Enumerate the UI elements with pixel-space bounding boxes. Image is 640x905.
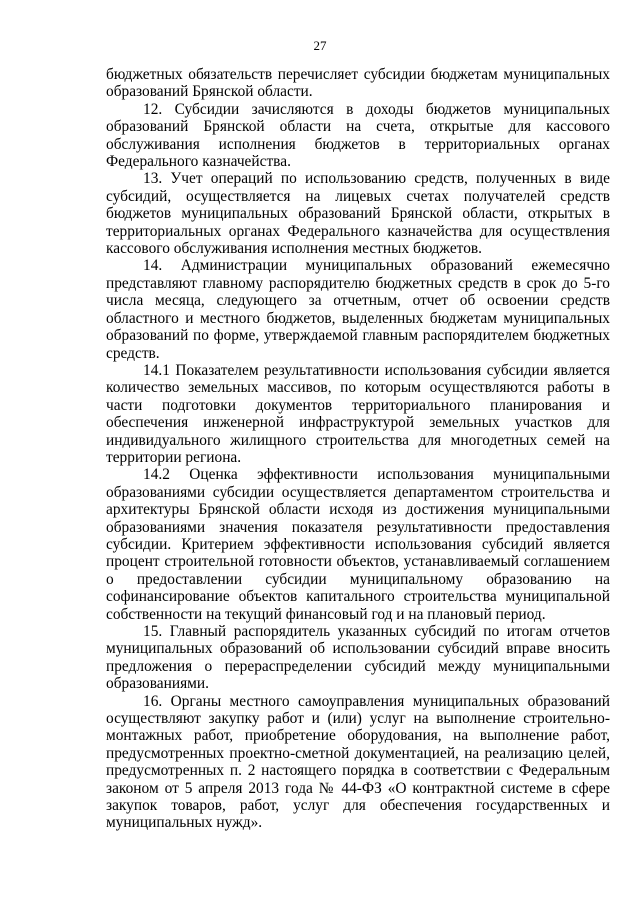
document-body <box>106 66 610 832</box>
paragraph-14-1: 14.1 Показателем результативности использования субсидии является количество земельных массивов, по которым осуществляются работы в части подготовки документов территориального планирования и обеспечения инженерной инфраструктурой земельных участков для индивидуального жилищного строительства для многодетных семей на территории региона. <box>106 361 610 466</box>
page-number: 27 <box>313 38 327 53</box>
paragraph-14-2: 14.2 Оценка эффективности использования муниципальными образованиями субсидии осуществляется департаментом строительства и архитектуры Брянской области исходя из достижения муниципальными образованиями значения показателя результативности предоставления субсидии. Критерием эффективности использования субсидий является процент строительной готовности объектов, устанавливаемый соглашением о предоставлении субсидии муниципальному образованию на софинансирование объектов капитального строительства муниципальной собственности на текущий финансовый год и на плановый период. <box>106 466 610 623</box>
paragraph-15: 15. Главный распорядитель указанных субсидий по итогам отчетов муниципальных образований об использовании субсидий вправе вносить предложения о перераспределении субсидий между муниципальными образованиями. <box>106 623 610 693</box>
paragraph-16: 16. Органы местного самоуправления муниципальных образований осуществляют закупку работ и (или) услуг на выполнение строительно-монтажных работ, приобретение оборудования, на выполнение работ, предусмотренных проектно-сметной документацией, на реализацию целей, предусмотренных п. 2 настоящего порядка в соответствии с Федеральным законом от 5 апреля 2013 года № 44-ФЗ «О контрактной системе в сфере закупок товаров, работ, услуг для обеспечения государственных и муниципальных нужд». <box>106 692 610 832</box>
paragraph-12: 12. Субсидии зачисляются в доходы бюджетов муниципальных образований Брянской области на счета, открытые для кассового обслуживания исполнения бюджетов в территориальных органах Федерального казначейства. <box>106 100 610 171</box>
paragraph-13: 13. Учет операций по использованию средств, полученных в виде субсидий, осуществляется на лицевых счетах получателей средств бюджетов муниципальных образований Брянской области, открытых в территориальных органах Федерального казначейства для осуществления кассового обслуживания исполнения местных бюджетов. <box>106 170 610 258</box>
paragraph-14: 14. Администрации муниципальных образований ежемесячно представляют главному распорядителю бюджетных средств в срок до 5-го числа месяца, следующего за отчетным, отчет об освоении средств областного и местного бюджетов, выделенных бюджетам муниципальных образований по форме, утверждаемой главным распорядителем бюджетных средств. <box>106 257 610 362</box>
paragraph-continuation: бюджетных обязательств перечисляет субсидии бюджетам муниципальных образований Брянской области. <box>106 66 610 101</box>
